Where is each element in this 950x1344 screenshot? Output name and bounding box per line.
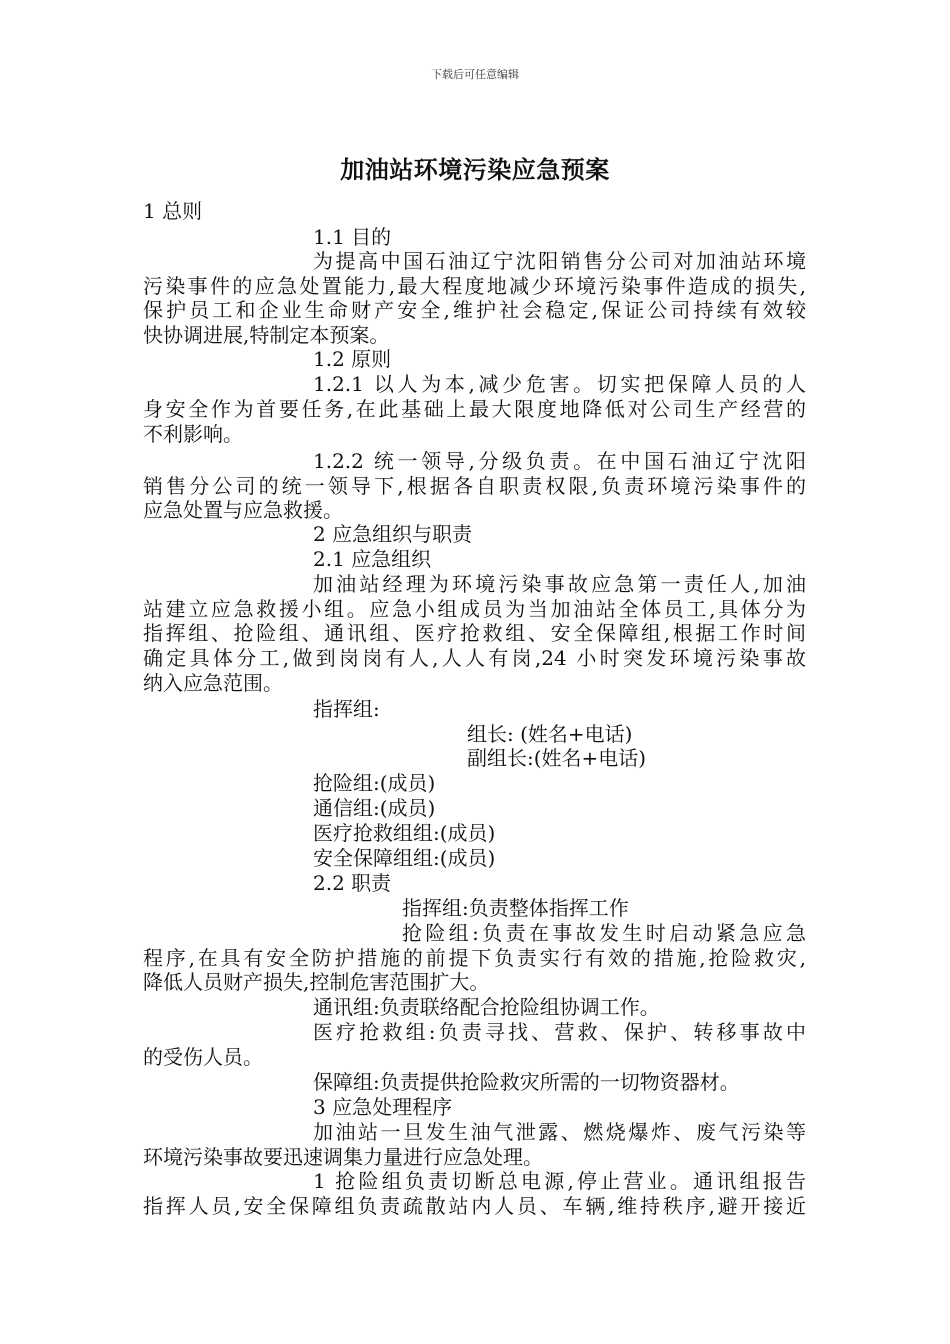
group-entry: 安全保障组组:(成员) xyxy=(313,846,496,870)
paragraph-line: 应急处置与应急救援。 xyxy=(143,498,343,522)
paragraph-line: 加油站经理为环境污染事故应急第一责任人,加油 xyxy=(313,572,806,596)
paragraph-line: 不利影响。 xyxy=(143,422,243,446)
paragraph-line: 1.2.2 统一领导,分级负责。在中国石油辽宁沈阳 xyxy=(313,449,806,473)
group-member: 副组长:(姓名+电话) xyxy=(467,746,647,770)
subsection-heading: 1.2 原则 xyxy=(313,347,392,371)
paragraph-line: 环境污染事故要迅速调集力量进行应急处理。 xyxy=(143,1145,543,1169)
paragraph-line: 程序,在具有安全防护措施的前提下负责实行有效的措施,抢险救灾, xyxy=(143,946,806,970)
duty-line: 保障组:负责提供抢险救灾所需的一切物资器材。 xyxy=(313,1070,740,1094)
group-entry: 抢险组:(成员) xyxy=(313,771,436,795)
paragraph-line: 站建立应急救援小组。应急小组成员为当加油站全体员工,具体分为 xyxy=(143,597,806,621)
paragraph-line: 确定具体分工,做到岗岗有人,人人有岗,24 小时突发环境污染事故 xyxy=(143,646,806,670)
subsection-heading: 2.2 职责 xyxy=(313,871,392,895)
section-heading: 3 应急处理程序 xyxy=(313,1095,453,1119)
paragraph-line: 指挥人员,安全保障组负责疏散站内人员、车辆,维持秩序,避开接近 xyxy=(143,1194,806,1218)
paragraph-line: 快协调进展,特制定本预案。 xyxy=(143,323,390,347)
paragraph-line: 纳入应急范围。 xyxy=(143,671,283,695)
paragraph-line: 加油站一旦发生油气泄露、燃烧爆炸、废气污染等 xyxy=(313,1120,806,1144)
subsection-heading: 1.1 目的 xyxy=(313,225,392,249)
duty-line: 指挥组:负责整体指挥工作 xyxy=(402,896,629,920)
paragraph-line: 1 抢险组负责切断总电源,停止营业。通讯组报告 xyxy=(313,1169,806,1193)
duty-line: 医疗抢救组:负责寻找、营救、保护、转移事故中 xyxy=(313,1020,806,1044)
paragraph-line: 污染事件的应急处置能力,最大程度地减少环境污染事件造成的损失, xyxy=(143,274,806,298)
group-member: 组长: (姓名+电话) xyxy=(467,722,633,746)
paragraph-line: 1.2.1 以人为本,减少危害。切实把保障人员的人 xyxy=(313,372,806,396)
paragraph-line: 身安全作为首要任务,在此基础上最大限度地降低对公司生产经营的 xyxy=(143,397,806,421)
duty-line: 抢险组:负责在事故发生时启动紧急应急 xyxy=(402,921,806,945)
section-heading: 1 总则 xyxy=(143,199,203,223)
section-heading: 2 应急组织与职责 xyxy=(313,522,473,546)
page-header-note: 下载后可任意编辑 xyxy=(431,68,519,81)
document-title: 加油站环境污染应急预案 xyxy=(340,155,610,184)
paragraph-line: 的受伤人员。 xyxy=(143,1045,263,1069)
paragraph-line: 降低人员财产损失,控制危害范围扩大。 xyxy=(143,970,490,994)
group-heading: 指挥组: xyxy=(313,697,380,721)
duty-line: 通讯组:负责联络配合抢险组协调工作。 xyxy=(313,995,660,1019)
subsection-heading: 2.1 应急组织 xyxy=(313,547,432,571)
group-entry: 医疗抢救组组:(成员) xyxy=(313,821,496,845)
paragraph-line: 销售分公司的统一领导下,根据各自职责权限,负责环境污染事件的 xyxy=(143,474,806,498)
paragraph-line: 指挥组、抢险组、通讯组、医疗抢救组、安全保障组,根据工作时间 xyxy=(143,621,806,645)
group-entry: 通信组:(成员) xyxy=(313,796,436,820)
paragraph-line: 保护员工和企业生命财产安全,维护社会稳定,保证公司持续有效较 xyxy=(143,298,806,322)
paragraph-line: 为提高中国石油辽宁沈阳销售分公司对加油站环境 xyxy=(313,249,806,273)
